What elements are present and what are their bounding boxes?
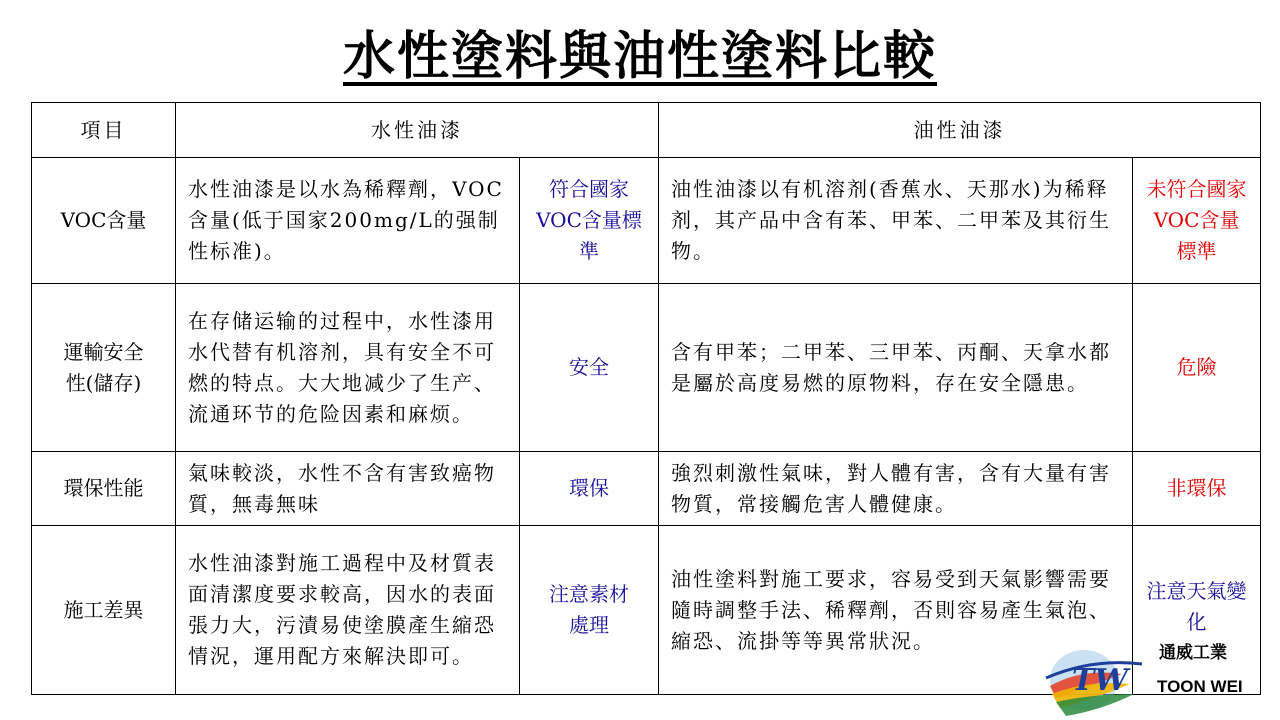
page-title: 水性塗料與油性塗料比較 bbox=[342, 27, 937, 87]
water-verdict: 符合國家VOC含量標準 bbox=[520, 158, 659, 284]
table-row bbox=[32, 452, 1261, 526]
oil-verdict: 非環保 bbox=[1133, 452, 1261, 526]
water-verdict: 環保 bbox=[520, 452, 659, 526]
header-oil-paint: 油性油漆 bbox=[659, 103, 1261, 158]
table-row bbox=[32, 158, 1261, 284]
water-verdict: 注意素材處理 bbox=[520, 526, 659, 695]
oil-description: 油性油漆以有机溶剂(香蕉水、天那水)为稀释剂，其产品中含有苯、甲苯、二甲苯及其衍生物。 bbox=[659, 158, 1133, 284]
oil-description: 強烈刺激性氣味，對人體有害，含有大量有害物質，常接觸危害人體健康。 bbox=[659, 452, 1133, 526]
oil-description: 含有甲苯；二甲苯、三甲苯、丙酮、天拿水都是屬於高度易燃的原物料，存在安全隱患。 bbox=[659, 284, 1133, 452]
header-item: 項目 bbox=[32, 103, 176, 158]
company-name-en: TOON WEI bbox=[1157, 677, 1243, 696]
table-row bbox=[32, 284, 1261, 452]
water-description: 氣味較淡，水性不含有害致癌物質，無毒無味 bbox=[176, 452, 520, 526]
oil-verdict: 危險 bbox=[1133, 284, 1261, 452]
oil-verdict: 注意天氣變化 bbox=[1133, 526, 1261, 695]
oil-description: 油性塗料對施工要求，容易受到天氣影響需要隨時調整手法、稀釋劑，否則容易產生氣泡、縮恐、流掛等等異常狀況。 bbox=[659, 526, 1133, 695]
svg-text:TW: TW bbox=[1072, 663, 1129, 698]
row-item: 施工差異 bbox=[32, 526, 176, 695]
row-item: 環保性能 bbox=[32, 452, 176, 526]
oil-verdict: 未符合國家VOC含量標準 bbox=[1133, 158, 1261, 284]
row-item: 運輸安全性(儲存) bbox=[32, 284, 176, 452]
header-water-paint: 水性油漆 bbox=[176, 103, 659, 158]
table-header-row bbox=[32, 103, 1261, 158]
water-description: 水性油漆是以水為稀釋劑，VOC含量(低于国家200mg/L的强制性标准)。 bbox=[176, 158, 520, 284]
water-verdict: 安全 bbox=[520, 284, 659, 452]
company-name-zh: 通威工業 bbox=[1157, 638, 1229, 663]
row-item: VOC含量 bbox=[32, 158, 176, 284]
comparison-table bbox=[31, 102, 1261, 695]
water-description: 水性油漆對施工過程中及材質表面清潔度要求較高，因水的表面張力大，污漬易使塗膜產生縮恐情況，運用配方來解決即可。 bbox=[176, 526, 520, 695]
water-description: 在存储运输的过程中，水性漆用水代替有机溶剂，具有安全不可燃的特点。大大地减少了生产、流通环节的危险因素和麻烦。 bbox=[176, 284, 520, 452]
